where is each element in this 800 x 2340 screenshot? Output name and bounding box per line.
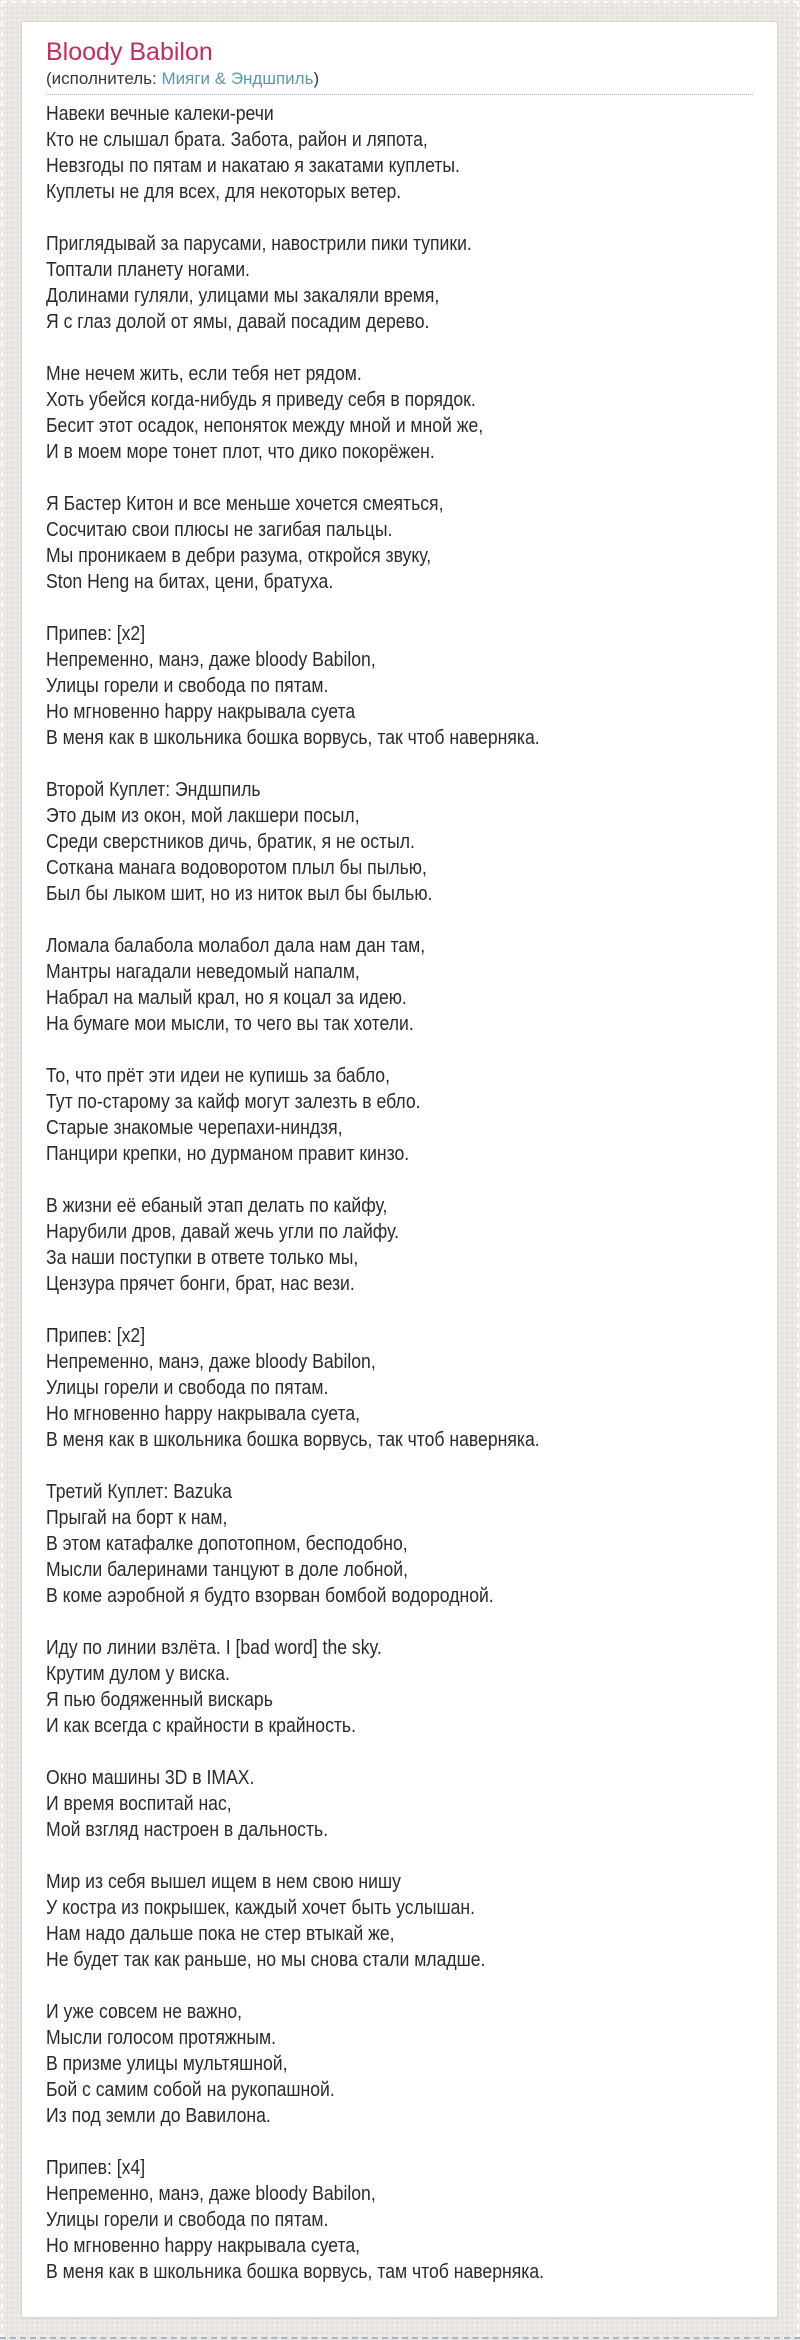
lyric-line: Улицы горели и свобода по пятам. [46,2209,329,2231]
lyric-line: Мы проникаем в дебри разума, откройся звуку, [46,545,432,567]
artist-link[interactable]: Мияги & Эндшпиль [161,69,314,88]
lyric-line: Непременно, манэ, даже bloody Babilon, [46,649,376,671]
lyric-line: Прыгай на борт к нам, [46,1507,228,1529]
artist-label-prefix: (исполнитель: [46,69,162,88]
lyric-line: Бой с самим собой на рукопашной. [46,2079,335,2101]
lyric-line: На бумаге мои мысли, то чего вы так хотели. [46,1013,414,1035]
lyric-line: Старые знакомые черепахи-ниндзя, [46,1117,343,1139]
lyric-line: Припев: [x2] [46,623,146,645]
lyric-line: Не будет так как раньше, но мы снова стали младше. [46,1949,486,1971]
lyric-line: Окно машины 3D в IMAX. [46,1767,255,1789]
lyric-line: Долинами гуляли, улицами мы закаляли время, [46,285,440,307]
stanza-gap [46,1609,668,1635]
lyric-line: В коме аэробной я будто взорван бомбой водородной. [46,1585,494,1607]
lyric-line: Я с глаз долой от ямы, давай посадим дерево. [46,311,430,333]
artist-line [46,69,753,89]
lyric-line: Кто не слышал брата. Забота, район и ляпота, [46,129,428,151]
lyric-line: За наши поступки в ответе только мы, [46,1247,359,1269]
lyric-line: Непременно, манэ, даже bloody Babilon, [46,2183,376,2205]
lyric-line: Был бы лыком шит, но из ниток выл бы былью. [46,883,433,905]
lyric-line: Невзгоды по пятам и накатаю я закатами куплеты. [46,155,460,177]
lyric-line: Ston Heng на битах, цени, братуха. [46,571,334,593]
lyric-line: В призме улицы мультяшной, [46,2053,288,2075]
lyric-line: В меня как в школьника бошка ворвусь, так чтоб наверняка. [46,1429,540,1451]
stanza-gap [46,335,668,361]
lyric-line: Куплеты не для всех, для некоторых ветер. [46,181,402,203]
lyric-line: Хоть убейся когда-нибудь я приведу себя в порядок. [46,389,476,411]
lyric-line: В меня как в школьника бошка ворвусь, так чтоб наверняка. [46,727,540,749]
lyric-line: Ломала балабола молабол дала нам дан там, [46,935,426,957]
artist-label-suffix: ) [313,69,320,88]
lyric-line: Мой взгляд настроен в дальность. [46,1819,329,1841]
lyric-line: Панцири крепки, но дурманом правит кинзо. [46,1143,410,1165]
lyric-line: Второй Куплет: Эндшпиль [46,779,261,801]
lyric-line: Сосчитаю свои плюсы не загибая пальцы. [46,519,393,541]
lyric-line: И время воспитай нас, [46,1793,232,1815]
lyric-line: В этом катафалке допотопном, бесподобно, [46,1533,408,1555]
lyrics-card [21,21,778,2318]
lyric-line: Припев: [x4] [46,2157,146,2179]
lyric-line: В меня как в школьника бошка ворвусь, там чтоб наверняка. [46,2261,545,2283]
lyric-line: Но мгновенно happy накрывала суета, [46,2235,361,2257]
lyric-line: Топтали планету ногами. [46,259,250,281]
lyric-line: Мысли голосом протяжным. [46,2027,277,2049]
lyric-line: Бесит этот осадок, непоняток между мной и мной же, [46,415,484,437]
lyric-line: Припев: [x2] [46,1325,146,1347]
stanza-gap [46,2129,668,2155]
stanza-gap [46,1453,668,1479]
stanza-gap [46,1037,668,1063]
lyric-line: Мысли балеринами танцуют в доле лобной, [46,1559,409,1581]
lyric-line: Соткана манага водоворотом плыл бы пылью, [46,857,427,879]
lyric-line: Улицы горели и свобода по пятам. [46,1377,329,1399]
lyric-line: Набрал на малый крал, но я коцал за идею. [46,987,407,1009]
stanza-gap [46,205,668,231]
lyric-line: Нам надо дальше пока не стер втыкай же, [46,1923,395,1945]
stanza-gap [46,465,668,491]
lyric-line: Навеки вечные калеки-речи [46,103,274,125]
lyrics [46,95,668,2285]
stanza-gap [46,1297,668,1323]
lyric-line: Приглядывай за парусами, навострили пики тупики. [46,233,472,255]
lyric-line: Тут по-старому за кайф могут залезть в ебло. [46,1091,421,1113]
lyric-line: И уже совсем не важно, [46,2001,243,2023]
lyric-line: Это дым из окон, мой лакшери посыл, [46,805,360,827]
lyric-line: Крутим дулом у виска. [46,1663,230,1685]
lyric-line: Мне нечем жить, если тебя нет рядом. [46,363,362,385]
lyric-line: Среди сверстников дичь, братик, я не остыл. [46,831,415,853]
lyric-line: Из под земли до Вавилона. [46,2105,271,2127]
lyric-line: Непременно, манэ, даже bloody Babilon, [46,1351,376,1373]
lyric-line: Но мгновенно happy накрывала суета [46,701,356,723]
stanza-gap [46,1739,668,1765]
lyric-line: Цензура прячет бонги, брат, нас вези. [46,1273,355,1295]
lyric-line: И в моем море тонет плот, что дико покорёжен. [46,441,435,463]
lyric-line: Мантры нагадали неведомый напалм, [46,961,360,983]
lyric-line: Я Бастер Китон и все меньше хочется смеяться, [46,493,444,515]
song-header [46,37,753,95]
page-title: Bloody Babilon [46,38,213,66]
stanza-gap [46,1843,668,1869]
stanza-gap [46,1973,668,1999]
stanza-gap [46,1167,668,1193]
lyric-line: Но мгновенно happy накрывала суета, [46,1403,361,1425]
lyric-line: Я пью бодяженный вискарь [46,1689,273,1711]
lyric-line: В жизни её ебаный этап делать по кайфу, [46,1195,388,1217]
lyric-line: У костра из покрышек, каждый хочет быть услышан. [46,1897,476,1919]
lyric-line: Мир из себя вышел ищем в нем свою нишу [46,1871,401,1893]
lyric-line: И как всегда с крайности в крайность. [46,1715,356,1737]
stanza-gap [46,751,668,777]
lyric-line: То, что прёт эти идеи не купишь за бабло, [46,1065,390,1087]
lyric-line: Иду по линии взлёта. I [bad word] the sky. [46,1637,382,1659]
lyric-line: Улицы горели и свобода по пятам. [46,675,329,697]
stanza-gap [46,907,668,933]
lyric-line: Третий Куплет: Bazuka [46,1481,232,1503]
lyric-line: Нарубили дров, давай жечь угли по лайфу. [46,1221,400,1243]
stanza-gap [46,595,668,621]
